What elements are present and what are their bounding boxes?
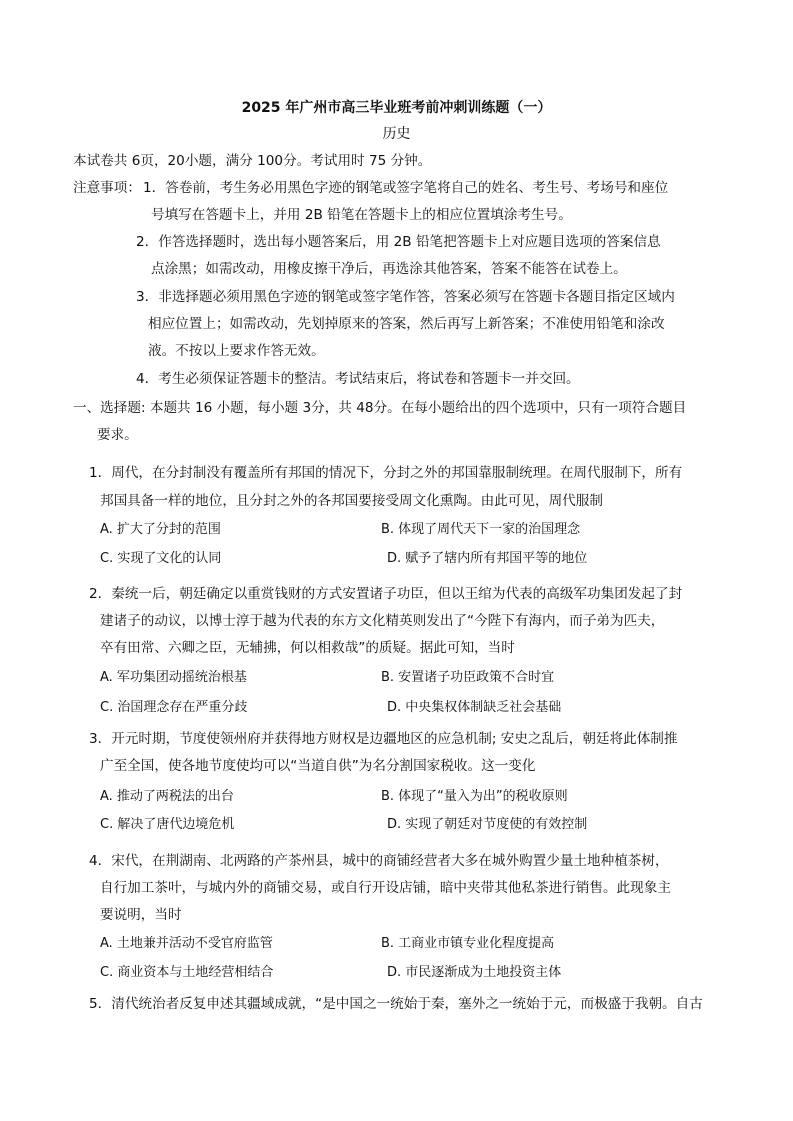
exam-title: 2025 年广州市高三毕业班考前冲刺训练题（一） — [241, 100, 552, 116]
question-2-stem-line-1: 2．秦统一后，朝廷确定以重赏钱财的方式安置诸子功臣，但以王绾为代表的高级军功集团发起了封 — [89, 586, 683, 602]
question-2-stem-line-3: 卒有田常、六卿之臣，无辅拂，何以相救哉”的质疑。据此可知，当时 — [100, 640, 515, 656]
question-4-option-b: B. 工商业市镇专业化程度提高 — [381, 936, 555, 951]
question-3-option-c: C. 解决了唐代边境危机 — [100, 817, 235, 832]
question-1-stem-line-1: 1．周代，在分封制没有覆盖所有邦国的情况下，分封之外的邦国靠服制统理。在周代服制下，所有 — [89, 465, 683, 481]
question-1-option-b: B. 体现了周代天下一家的治国理念 — [381, 522, 581, 537]
section-heading-line-2: 要求。 — [97, 427, 138, 443]
note-2-line-1: 2．作答选择题时，选出每小题答案后，用 2B 铅笔把答题卡上对应题目选项的答案信息 — [136, 234, 661, 250]
question-3-stem-line-1: 3．开元时期，节度使领州府并获得地方财权是边疆地区的应急机制; 安史之乱后，朝廷将此体制推 — [89, 731, 678, 747]
subject-title: 历史 — [382, 126, 411, 142]
question-4-option-a: A. 土地兼并活动不受官府监管 — [100, 936, 273, 951]
question-3-stem-line-2: 广至全国，使各地节度使均可以“当道自供”为名分割国家税收。这一变化 — [100, 758, 536, 774]
question-1-option-a: A. 扩大了分封的范围 — [100, 522, 221, 537]
question-2-stem-line-2: 建诸子的动议，以博士淳于越为代表的东方文化精英则发出了“今陛下有海内，而子弟为匹夫， — [100, 613, 665, 629]
question-1-option-c: C. 实现了文化的认同 — [100, 551, 222, 566]
note-3-line-3: 液。不按以上要求作答无效。 — [148, 343, 325, 359]
section-heading-line-1: 一、选择题: 本题共 16 小题，每小题 3分，共 48分。在每小题给出的四个选项中，只有一项符合题目 — [73, 400, 687, 416]
note-3-line-1: 3．非选择题必须用黑色字迹的钢笔或签字笔作答，答案必须写在答题卡各题目指定区域内 — [136, 289, 675, 305]
note-2-line-2: 点涂黑；如需改动，用橡皮擦干净后，再选涂其他答案，答案不能答在试卷上。 — [151, 261, 627, 277]
question-4-stem-line-1: 4．宋代，在荆湖南、北两路的产茶州县，城中的商铺经营者大多在城外购置少量土地种植茶树， — [89, 853, 669, 869]
question-5-stem-line-1: 5．清代统治者反复申述其疆域成就，“是中国之一统始于秦，塞外之一统始于元，而极盛于我朝。自古 — [89, 996, 703, 1012]
question-4-option-d: D. 市民逐渐成为土地投资主体 — [387, 965, 562, 980]
question-4-option-c: C. 商业资本与土地经营相结合 — [100, 965, 274, 980]
question-2-option-c: C. 治国理念存在严重分歧 — [100, 700, 248, 715]
question-2-option-d: D. 中央集权体制缺乏社会基础 — [387, 700, 562, 715]
question-1-stem-line-2: 邦国具备一样的地位，且分封之外的各邦国要接受周文化熏陶。由此可见，周代服制 — [100, 493, 603, 509]
note-3-line-2: 相应位置上；如需改动，先划掉原来的答案，然后再写上新答案；不准使用铅笔和涂改 — [148, 316, 665, 332]
note-4-line-1: 4．考生必须保证答题卡的整洁。考试结束后，将试卷和答题卡一并交回。 — [136, 371, 580, 387]
question-2-option-a: A. 军功集团动摇统治根基 — [100, 670, 247, 685]
question-3-option-d: D. 实现了朝廷对节度使的有效控制 — [387, 817, 588, 832]
question-1-option-d: D. 赋予了辖内所有邦国平等的地位 — [387, 551, 588, 566]
note-1-line-1: 1．答卷前，考生务必用黑色字迹的钢笔或签字笔将自己的姓名、考生号、考场号和座位 — [143, 180, 669, 196]
question-2-option-b: B. 安置诸子功臣政策不合时宜 — [381, 670, 555, 685]
question-4-stem-line-3: 要说明，当时 — [100, 907, 182, 923]
question-3-option-b: B. 体现了“量入为出”的税收原则 — [381, 789, 568, 804]
question-3-option-a: A. 推动了两税法的出台 — [100, 789, 234, 804]
exam-intro: 本试卷共 6页，20小题，满分 100分。考试用时 75 分钟。 — [73, 153, 432, 169]
question-4-stem-line-2: 自行加工茶叶，与城内外的商铺交易，或自行开设店铺，暗中夹带其他私茶进行销售。此现象主 — [100, 880, 671, 896]
notes-label: 注意事项： — [73, 180, 141, 196]
note-1-line-2: 号填写在答题卡上，并用 2B 铅笔在答题卡上的相应位置填涂考生号。 — [151, 207, 572, 223]
